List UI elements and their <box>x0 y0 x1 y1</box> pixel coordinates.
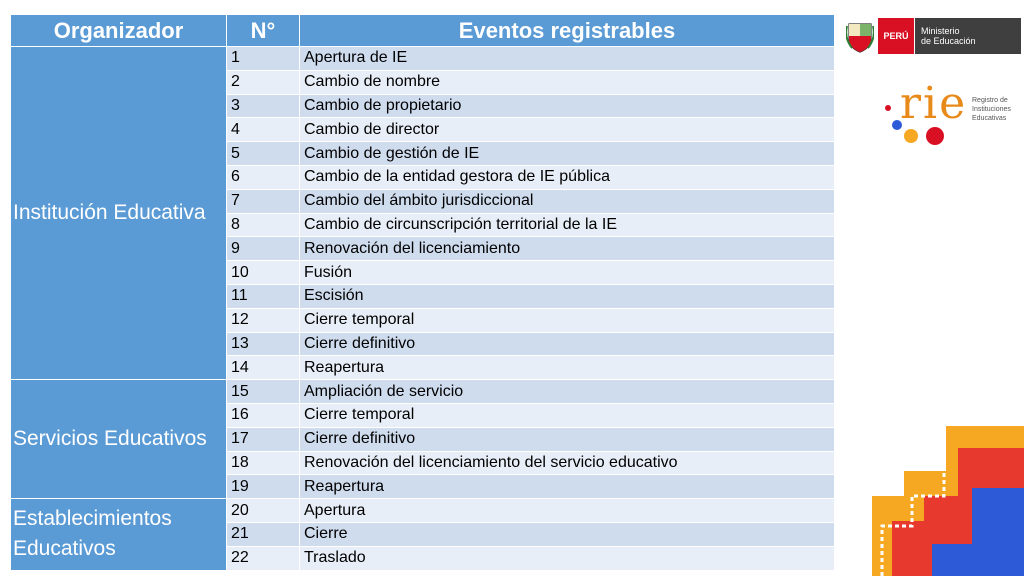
number-cell: 21 <box>227 522 300 546</box>
number-cell: 10 <box>227 261 300 285</box>
event-cell: Escisión <box>300 284 835 308</box>
number-cell: 5 <box>227 142 300 166</box>
event-cell: Cambio de circunscripción territorial de la IE <box>300 213 835 237</box>
event-cell: Cierre definitivo <box>300 427 835 451</box>
event-cell: Reapertura <box>300 475 835 499</box>
number-cell: 18 <box>227 451 300 475</box>
organizer-label: Institución Educativa <box>13 201 206 225</box>
number-cell: 8 <box>227 213 300 237</box>
event-cell: Apertura <box>300 499 835 523</box>
number-cell: 16 <box>227 403 300 427</box>
table-row <box>11 499 835 523</box>
number-cell: 4 <box>227 118 300 142</box>
number-cell: 19 <box>227 475 300 499</box>
event-cell: Renovación del licenciamiento del servicio educativo <box>300 451 835 475</box>
number-cell: 20 <box>227 499 300 523</box>
number-cell: 1 <box>227 47 300 71</box>
ministry-label <box>915 18 1021 54</box>
event-cell: Cierre temporal <box>300 308 835 332</box>
event-cell: Traslado <box>300 546 835 570</box>
events-table <box>10 14 835 571</box>
rie-line3: Educativas <box>972 115 1007 122</box>
peru-flag-label: PERÚ <box>878 18 914 54</box>
rie-subtitle <box>972 96 1024 123</box>
number-cell: 13 <box>227 332 300 356</box>
header-organizer: Organizador <box>11 15 227 47</box>
event-cell: Cambio de propietario <box>300 94 835 118</box>
event-cell: Apertura de IE <box>300 47 835 71</box>
number-cell: 22 <box>227 546 300 570</box>
header-row <box>11 15 835 47</box>
number-cell: 6 <box>227 165 300 189</box>
event-cell: Cambio de nombre <box>300 70 835 94</box>
peru-shield-icon <box>846 18 874 54</box>
header-events: Eventos registrables <box>300 15 835 47</box>
event-cell: Fusión <box>300 261 835 285</box>
event-cell: Cierre <box>300 522 835 546</box>
minedu-logo <box>842 16 1022 56</box>
event-cell: Cierre temporal <box>300 403 835 427</box>
rie-wordmark: rie <box>900 78 968 129</box>
decorative-stairs <box>872 426 1024 576</box>
ministry-line2: de Educación <box>921 36 976 46</box>
organizer-cell <box>11 47 227 380</box>
number-cell: 11 <box>227 284 300 308</box>
event-cell: Cambio del ámbito jurisdiccional <box>300 189 835 213</box>
table-row <box>11 47 835 71</box>
event-cell: Cambio de la entidad gestora de IE pública <box>300 165 835 189</box>
number-cell: 2 <box>227 70 300 94</box>
rie-logo <box>880 78 1020 154</box>
stair-blue-2 <box>972 488 1024 576</box>
number-cell: 17 <box>227 427 300 451</box>
rie-line2: Instituciones <box>972 106 1011 113</box>
organizer-cell <box>11 499 227 570</box>
event-cell: Cierre definitivo <box>300 332 835 356</box>
number-cell: 15 <box>227 380 300 404</box>
number-cell: 12 <box>227 308 300 332</box>
header-number: N° <box>227 15 300 47</box>
number-cell: 3 <box>227 94 300 118</box>
event-cell: Ampliación de servicio <box>300 380 835 404</box>
organizer-cell <box>11 380 227 499</box>
organizer-label: Establecimientos Educativos <box>13 507 172 561</box>
rie-line1: Registro de <box>972 97 1008 104</box>
event-cell: Cambio de gestión de IE <box>300 142 835 166</box>
table-body <box>11 47 835 571</box>
organizer-label: Servicios Educativos <box>13 427 207 451</box>
number-cell: 9 <box>227 237 300 261</box>
event-cell: Reapertura <box>300 356 835 380</box>
event-cell: Cambio de director <box>300 118 835 142</box>
ministry-line1: Ministerio <box>921 26 960 36</box>
event-cell: Renovación del licenciamiento <box>300 237 835 261</box>
table-row <box>11 380 835 404</box>
number-cell: 7 <box>227 189 300 213</box>
number-cell: 14 <box>227 356 300 380</box>
